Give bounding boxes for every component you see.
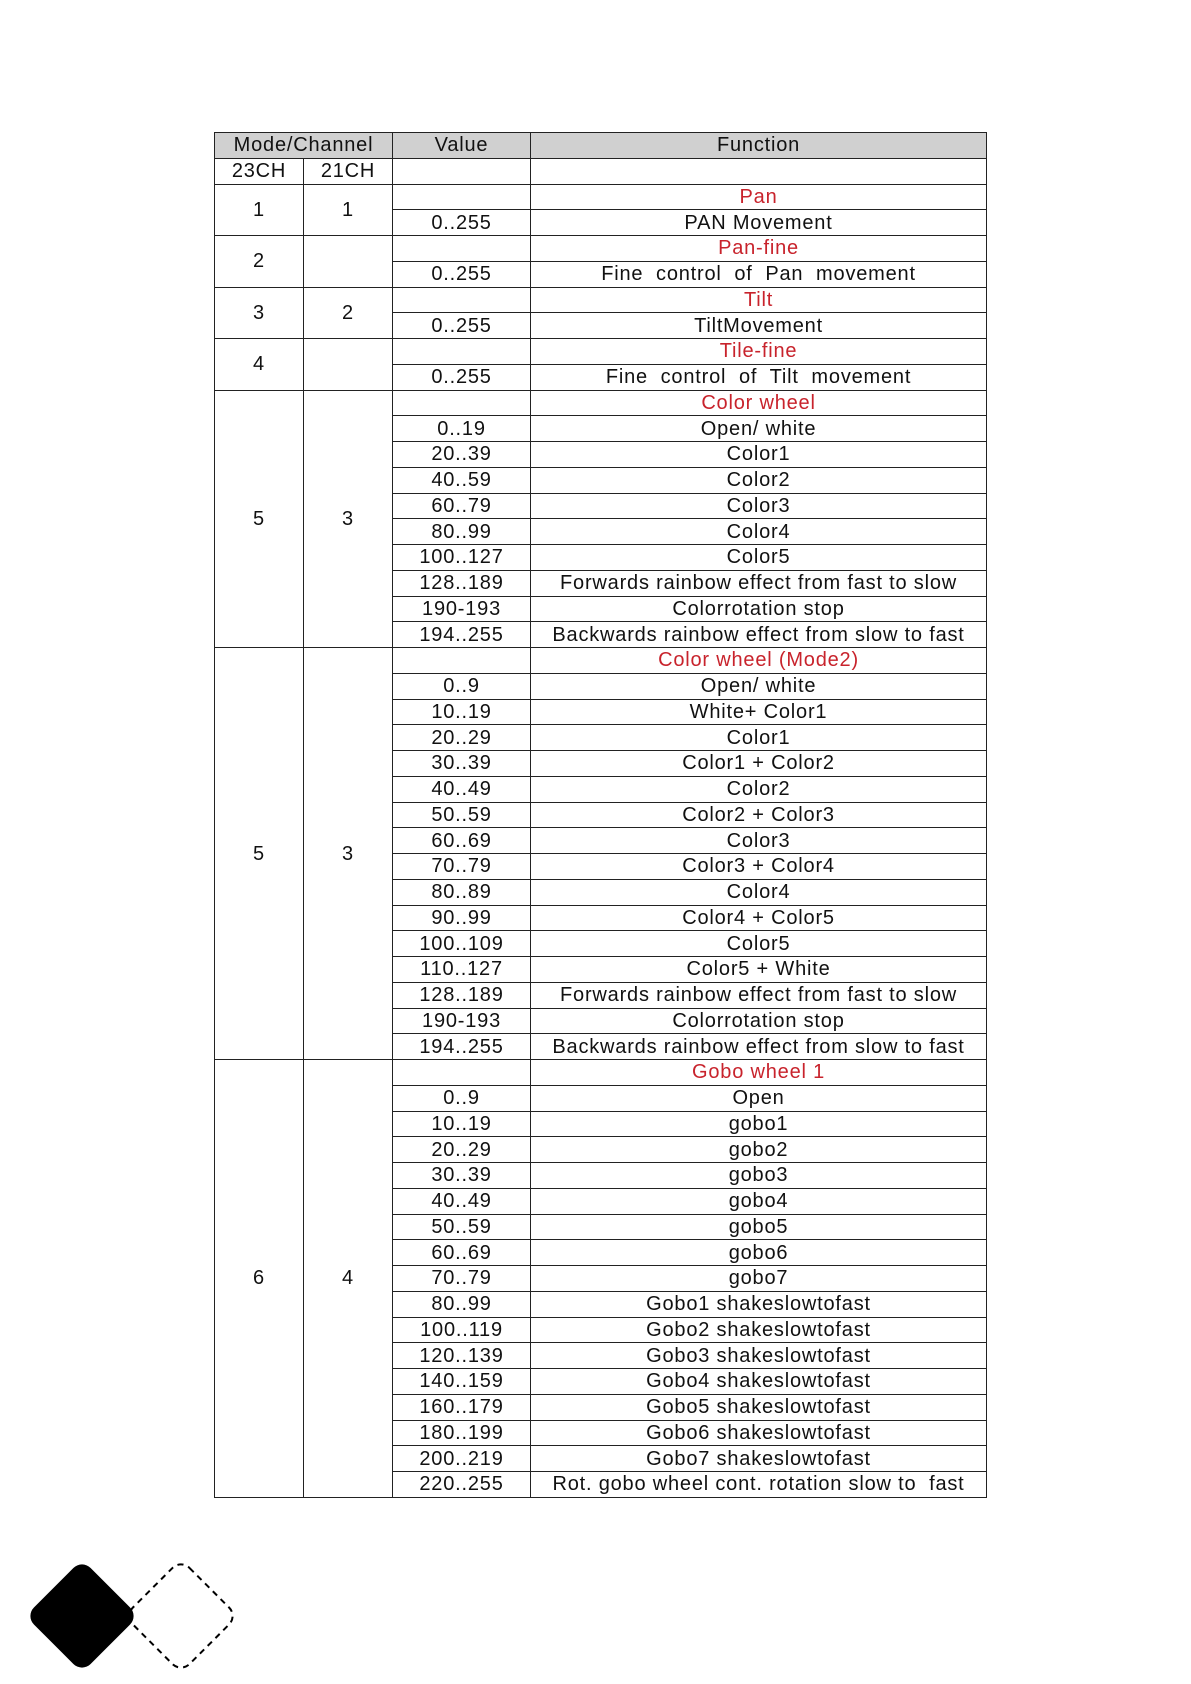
value-cell: 80..99 [393, 1291, 531, 1317]
dashed-diamond-shape [124, 1559, 237, 1672]
channel-21ch-cell [304, 236, 393, 288]
channel-title: Pan-fine [531, 236, 987, 262]
page-corner-decoration [0, 0, 260, 1684]
value-cell: 0..255 [393, 261, 531, 287]
function-cell: gobo4 [531, 1188, 987, 1214]
value-cell: 120..139 [393, 1343, 531, 1369]
value-cell: 128..189 [393, 570, 531, 596]
function-cell: Backwards rainbow effect from slow to fast [531, 1034, 987, 1060]
value-cell: 20..29 [393, 1137, 531, 1163]
value-cell: 220..255 [393, 1472, 531, 1498]
function-cell: Open [531, 1085, 987, 1111]
channel-23ch-cell: 5 [215, 390, 304, 648]
value-cell: 10..19 [393, 1111, 531, 1137]
value-cell: 40..49 [393, 1188, 531, 1214]
channel-title: Color wheel (Mode2) [531, 648, 987, 674]
value-cell: 194..255 [393, 1034, 531, 1060]
function-cell: gobo7 [531, 1266, 987, 1292]
channel-23ch-cell: 1 [215, 184, 304, 236]
function-cell: Fine control of Pan movement [531, 261, 987, 287]
channel-21ch-cell: 2 [304, 287, 393, 339]
dmx-channel-table [214, 132, 987, 1498]
channel-23ch-cell: 3 [215, 287, 304, 339]
value-cell: 100..119 [393, 1317, 531, 1343]
subheader-row [215, 158, 987, 184]
value-cell: 190-193 [393, 596, 531, 622]
function-cell: Color2 [531, 467, 987, 493]
channel-title: Color wheel [531, 390, 987, 416]
value-cell: 0..19 [393, 416, 531, 442]
channel-title-row [215, 390, 987, 416]
channel-21ch-cell: 1 [304, 184, 393, 236]
value-cell: 110..127 [393, 957, 531, 983]
value-cell: 20..29 [393, 725, 531, 751]
function-cell: Gobo2 shakeslowtofast [531, 1317, 987, 1343]
function-cell: Gobo1 shakeslowtofast [531, 1291, 987, 1317]
value-cell: 30..39 [393, 751, 531, 777]
function-cell: Color1 + Color2 [531, 751, 987, 777]
function-cell: Colorrotation stop [531, 596, 987, 622]
mode-channel-header: Mode/Channel [215, 133, 393, 159]
value-cell: 40..49 [393, 776, 531, 802]
value-cell: 0..255 [393, 313, 531, 339]
value-cell: 30..39 [393, 1163, 531, 1189]
channel-title-row [215, 1060, 987, 1086]
value-cell: 140..159 [393, 1369, 531, 1395]
function-cell: Color3 + Color4 [531, 854, 987, 880]
function-cell: Color2 [531, 776, 987, 802]
function-cell: gobo5 [531, 1214, 987, 1240]
function-cell: Gobo4 shakeslowtofast [531, 1369, 987, 1395]
channel-title-row [215, 287, 987, 313]
channel-21ch-cell [304, 339, 393, 391]
value-cell: 80..99 [393, 519, 531, 545]
value-cell: 100..109 [393, 931, 531, 957]
channel-23ch-cell: 2 [215, 236, 304, 288]
function-cell: Gobo5 shakeslowtofast [531, 1394, 987, 1420]
channel-title: Tile-fine [531, 339, 987, 365]
function-cell: Color1 [531, 442, 987, 468]
function-cell: Fine control of Tilt movement [531, 364, 987, 390]
value-cell: 70..79 [393, 1266, 531, 1292]
value-cell: 100..127 [393, 545, 531, 571]
function-cell: Color3 [531, 493, 987, 519]
value-cell: 10..19 [393, 699, 531, 725]
function-cell: Colorrotation stop [531, 1008, 987, 1034]
value-cell: 70..79 [393, 854, 531, 880]
value-cell: 194..255 [393, 622, 531, 648]
function-cell: Open/ white [531, 673, 987, 699]
function-cell: TiltMovement [531, 313, 987, 339]
function-cell: Color5 + White [531, 957, 987, 983]
function-cell: Forwards rainbow effect from fast to slow [531, 570, 987, 596]
function-cell: Gobo7 shakeslowtofast [531, 1446, 987, 1472]
value-cell: 60..79 [393, 493, 531, 519]
channel-title-row [215, 236, 987, 262]
value-cell: 128..189 [393, 982, 531, 1008]
value-cell: 0..9 [393, 673, 531, 699]
value-header: Value [393, 133, 531, 159]
function-cell: Color4 + Color5 [531, 905, 987, 931]
blank-cell [393, 158, 531, 184]
blank-cell [393, 1060, 531, 1086]
channel-21ch-cell: 4 [304, 1060, 393, 1498]
function-cell: Color3 [531, 828, 987, 854]
blank-cell [531, 158, 987, 184]
value-cell: 0..255 [393, 364, 531, 390]
function-cell: Color4 [531, 879, 987, 905]
function-cell: Color5 [531, 545, 987, 571]
value-cell: 50..59 [393, 1214, 531, 1240]
function-cell: Rot. gobo wheel cont. rotation slow to fast [531, 1472, 987, 1498]
channel-title-row [215, 339, 987, 365]
function-cell: Color4 [531, 519, 987, 545]
blank-cell [393, 184, 531, 210]
value-cell: 200..219 [393, 1446, 531, 1472]
value-cell: 180..199 [393, 1420, 531, 1446]
header-row [215, 133, 987, 159]
function-cell: White+ Color1 [531, 699, 987, 725]
function-cell: gobo3 [531, 1163, 987, 1189]
value-cell: 160..179 [393, 1394, 531, 1420]
channel-21ch-cell: 3 [304, 648, 393, 1060]
function-cell: Gobo6 shakeslowtofast [531, 1420, 987, 1446]
blank-cell [393, 287, 531, 313]
col-23ch-header: 23CH [215, 158, 304, 184]
channel-23ch-cell: 5 [215, 648, 304, 1060]
channel-title: Pan [531, 184, 987, 210]
function-cell: Color2 + Color3 [531, 802, 987, 828]
function-cell: Forwards rainbow effect from fast to slow [531, 982, 987, 1008]
function-cell: gobo1 [531, 1111, 987, 1137]
value-cell: 20..39 [393, 442, 531, 468]
blank-cell [393, 390, 531, 416]
channel-title: Gobo wheel 1 [531, 1060, 987, 1086]
function-cell: Open/ white [531, 416, 987, 442]
channel-21ch-cell: 3 [304, 390, 393, 648]
function-cell: PAN Movement [531, 210, 987, 236]
value-cell: 50..59 [393, 802, 531, 828]
value-cell: 60..69 [393, 1240, 531, 1266]
value-cell: 40..59 [393, 467, 531, 493]
channel-23ch-cell: 4 [215, 339, 304, 391]
blank-cell [393, 339, 531, 365]
function-cell: Color1 [531, 725, 987, 751]
value-cell: 80..89 [393, 879, 531, 905]
function-cell: Color5 [531, 931, 987, 957]
blank-cell [393, 648, 531, 674]
function-cell: Gobo3 shakeslowtofast [531, 1343, 987, 1369]
solid-diamond-shape [25, 1559, 138, 1672]
function-cell: Backwards rainbow effect from slow to fast [531, 622, 987, 648]
col-21ch-header: 21CH [304, 158, 393, 184]
channel-title: Tilt [531, 287, 987, 313]
function-cell: gobo2 [531, 1137, 987, 1163]
function-cell: gobo6 [531, 1240, 987, 1266]
value-cell: 0..255 [393, 210, 531, 236]
table-body [215, 133, 987, 1498]
channel-23ch-cell: 6 [215, 1060, 304, 1498]
channel-title-row [215, 648, 987, 674]
value-cell: 90..99 [393, 905, 531, 931]
function-header: Function [531, 133, 987, 159]
value-cell: 60..69 [393, 828, 531, 854]
blank-cell [393, 236, 531, 262]
channel-title-row [215, 184, 987, 210]
value-cell: 190-193 [393, 1008, 531, 1034]
value-cell: 0..9 [393, 1085, 531, 1111]
